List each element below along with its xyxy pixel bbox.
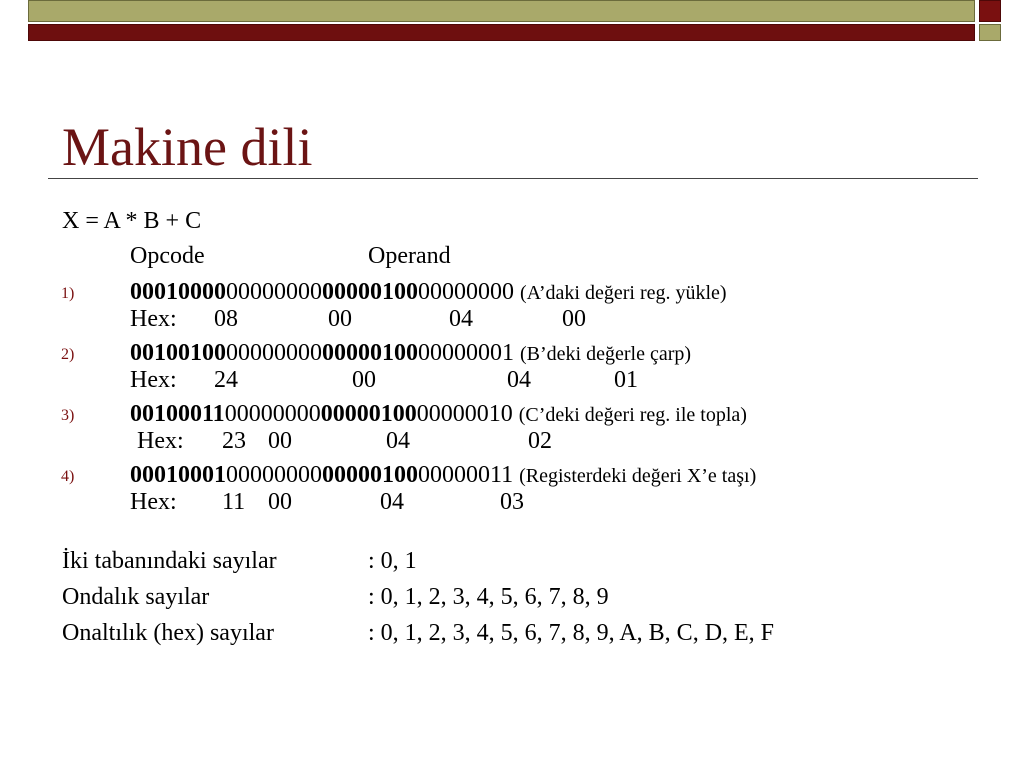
hex-byte: 04 — [380, 489, 404, 515]
instruction-note: (A’daki değeri reg. yükle) — [520, 282, 727, 304]
binary-opcode: 00100011 — [130, 401, 225, 427]
hex-byte: 04 — [449, 306, 473, 332]
binary-rest: 00000001 — [418, 340, 514, 366]
binary-register: 00000000 — [224, 401, 321, 427]
hex-byte: 00 — [562, 306, 586, 332]
binary-opcode: 00100100 — [130, 340, 226, 366]
hex-label: Hex: — [137, 428, 184, 454]
binary-rest: 00000011 — [418, 462, 514, 488]
binary-rest: 00000000 — [418, 279, 514, 305]
number-system-value: : 0, 1 — [368, 548, 417, 574]
opcode-header: Opcode — [130, 243, 205, 269]
hex-byte: 03 — [500, 489, 524, 515]
hex-byte: 04 — [386, 428, 410, 454]
slide-title: Makine dili — [62, 117, 313, 177]
binary-register: 00000000 — [226, 279, 322, 305]
binary-opcode: 00010001 — [130, 462, 226, 488]
header-bar-olive — [28, 0, 975, 22]
hex-label: Hex: — [130, 489, 177, 515]
binary-address: 00000100 — [322, 462, 418, 488]
hex-byte: 00 — [352, 367, 376, 393]
header-square-olive — [979, 24, 1001, 41]
binary-register: 00000000 — [226, 340, 322, 366]
binary-rest: 00000010 — [416, 401, 513, 427]
number-system-value: : 0, 1, 2, 3, 4, 5, 6, 7, 8, 9, A, B, C, D, E, F — [368, 620, 775, 646]
instruction-number: 3) — [61, 407, 75, 424]
number-system-label: Onaltılık (hex) sayılar — [62, 620, 274, 646]
instruction-number: 4) — [61, 468, 75, 485]
instruction-number: 1) — [61, 285, 75, 302]
hex-byte: 00 — [268, 489, 292, 515]
binary-address: 00000100 — [322, 279, 418, 305]
hex-byte: 23 — [222, 428, 246, 454]
binary-register: 00000000 — [226, 462, 322, 488]
hex-byte: 02 — [528, 428, 552, 454]
hex-byte: 01 — [614, 367, 638, 393]
number-system-value: : 0, 1, 2, 3, 4, 5, 6, 7, 8, 9 — [368, 584, 609, 610]
binary-address: 00000100 — [320, 401, 417, 427]
hex-label: Hex: — [130, 367, 177, 393]
header-bar-red — [28, 24, 975, 41]
number-system-label: İki tabanındaki sayılar — [62, 548, 277, 574]
number-system-label: Ondalık sayılar — [62, 584, 210, 610]
instruction-number: 2) — [61, 346, 75, 363]
hex-byte: 24 — [214, 367, 238, 393]
header-square-red — [979, 0, 1001, 22]
instruction-note: (C’deki değeri reg. ile topla) — [518, 404, 747, 426]
binary-opcode: 00010000 — [130, 279, 226, 305]
binary-address: 00000100 — [322, 340, 418, 366]
hex-byte: 00 — [268, 428, 292, 454]
instruction-note: (B’deki değerle çarp) — [520, 343, 692, 365]
hex-byte: 08 — [214, 306, 238, 332]
operand-header: Operand — [368, 243, 451, 269]
instruction-note: (Registerdeki değeri X’e taşı) — [519, 465, 757, 487]
hex-label: Hex: — [130, 306, 177, 332]
hex-byte: 11 — [222, 489, 246, 515]
hex-byte: 00 — [328, 306, 352, 332]
equation: X = A * B + C — [62, 208, 202, 234]
title-divider — [48, 178, 978, 179]
hex-byte: 04 — [507, 367, 531, 393]
